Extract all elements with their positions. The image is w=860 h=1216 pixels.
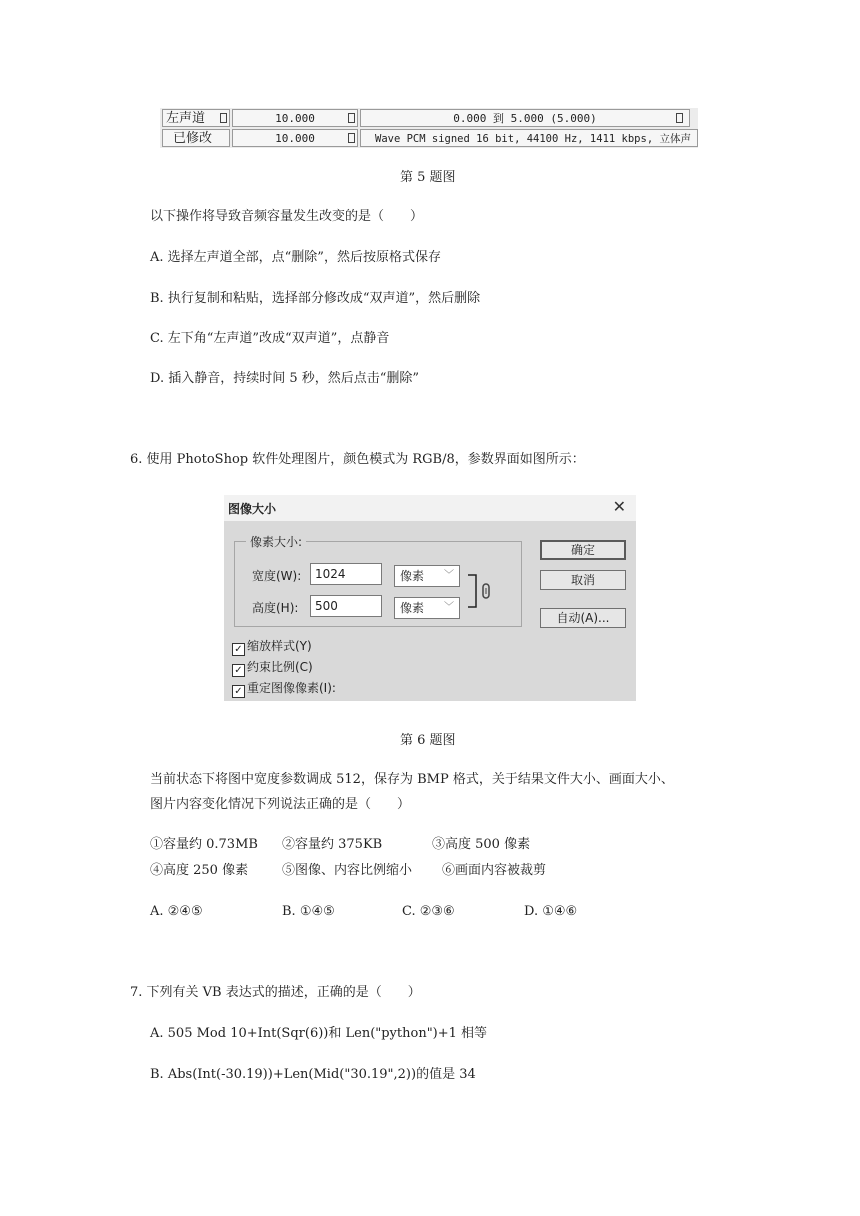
checkbox-checked-icon: ✓	[232, 664, 245, 677]
q6-text-line2: 图片内容变化情况下列说法正确的是（ ）	[150, 797, 411, 812]
scale-styles-label: 缩放样式(Y)	[247, 639, 312, 653]
q6-text-line1: 当前状态下将图中宽度参数调成 512，保存为 BMP 格式，关于结果文件大小、画面大小、	[150, 772, 674, 787]
q7-option-b: B. Abs(Int(-30.19))+Len(Mid("30.19",2))的值是 34	[150, 1067, 476, 1082]
q6-stem: 6. 使用 PhotoShop 软件处理图片，颜色模式为 RGB/8，参数界面如图所示：	[130, 452, 585, 467]
pixel-size-legend: 像素大小:	[246, 533, 306, 550]
resample-label: 重定图像像素(I):	[247, 681, 336, 695]
ok-button[interactable]: 确定	[540, 540, 626, 560]
scale-styles-checkbox[interactable]	[232, 637, 312, 655]
width-label: 宽度(W):	[252, 569, 302, 583]
dialog-title: 图像大小	[228, 502, 277, 516]
q6-choice-3: ③高度 500 像素	[432, 837, 531, 852]
q6-answer-d: D. ①④⑥	[524, 904, 578, 919]
dialog-titlebar	[224, 495, 636, 521]
image-size-dialog	[224, 495, 636, 701]
auto-button[interactable]: 自动(A)...	[540, 608, 626, 628]
figure-5-caption: 第 5 题图	[400, 170, 456, 185]
selector-mark-icon	[348, 133, 355, 143]
chevron-down-icon: ﹀	[444, 602, 454, 613]
width-unit-value: 像素	[400, 569, 425, 583]
cancel-button[interactable]: 取消	[540, 570, 626, 590]
width-input[interactable]: 1024	[310, 563, 382, 585]
checkbox-checked-icon: ✓	[232, 643, 245, 656]
constrain-link-icon	[466, 573, 496, 609]
channel-label-text: 左声道	[166, 111, 206, 126]
audio-status-bar	[160, 108, 698, 148]
status-value-1: 10.000	[232, 109, 358, 127]
checkbox-checked-icon: ✓	[232, 685, 245, 698]
height-label: 高度(H):	[252, 601, 299, 615]
q6-choice-1: ①容量约 0.73MB	[150, 837, 258, 852]
status-value-2: 10.000	[232, 129, 358, 147]
q6-choice-5: ⑤图像、内容比例缩小	[282, 863, 413, 878]
status-range: 0.000 到 5.000 (5.000)	[360, 109, 690, 127]
q5-option-d: D. 插入静音，持续时间 5 秒，然后点击“删除”	[150, 371, 420, 386]
width-unit-select[interactable]	[394, 565, 460, 587]
constrain-proportions-checkbox[interactable]	[232, 658, 313, 676]
height-input[interactable]: 500	[310, 595, 382, 617]
q7-stem: 7. 下列有关 VB 表达式的描述，正确的是（ ）	[130, 985, 421, 1000]
height-unit-value: 像素	[400, 601, 425, 615]
q5-stem: 以下操作将导致音频容量发生改变的是（ ）	[150, 209, 424, 224]
modified-label-text: 已修改	[173, 131, 213, 146]
status-modified-label	[162, 129, 230, 147]
q5-option-b: B. 执行复制和粘贴，选择部分修改成“双声道”，然后删除	[150, 291, 481, 306]
resample-checkbox[interactable]	[232, 679, 336, 697]
constrain-proportions-label: 约束比例(C)	[247, 660, 313, 674]
figure-6-caption: 第 6 题图	[400, 733, 456, 748]
chevron-down-icon: ﹀	[444, 570, 454, 581]
status-format: Wave PCM signed 16 bit, 44100 Hz, 1411 kbps, 立体声	[360, 129, 698, 147]
close-icon[interactable]: ✕	[612, 497, 626, 516]
q6-answer-c: C. ②③⑥	[402, 904, 455, 919]
q5-option-a: A. 选择左声道全部，点“删除”，然后按原格式保存	[150, 250, 441, 265]
q7-option-a: A. 505 Mod 10+Int(Sqr(6))和 Len("python")+1 相等	[150, 1026, 488, 1041]
q6-answer-a: A. ②④⑤	[150, 904, 203, 919]
q6-choice-2: ②容量约 375KB	[282, 837, 383, 852]
q6-choice-6: ⑥画面内容被裁剪	[442, 863, 547, 878]
selector-mark-icon	[676, 113, 683, 123]
q6-choice-4: ④高度 250 像素	[150, 863, 249, 878]
q5-option-c: C. 左下角“左声道”改成“双声道”，点静音	[150, 331, 390, 346]
q6-answer-b: B. ①④⑤	[282, 904, 335, 919]
selector-mark-icon	[220, 113, 227, 123]
selector-mark-icon	[348, 113, 355, 123]
height-unit-select[interactable]	[394, 597, 460, 619]
